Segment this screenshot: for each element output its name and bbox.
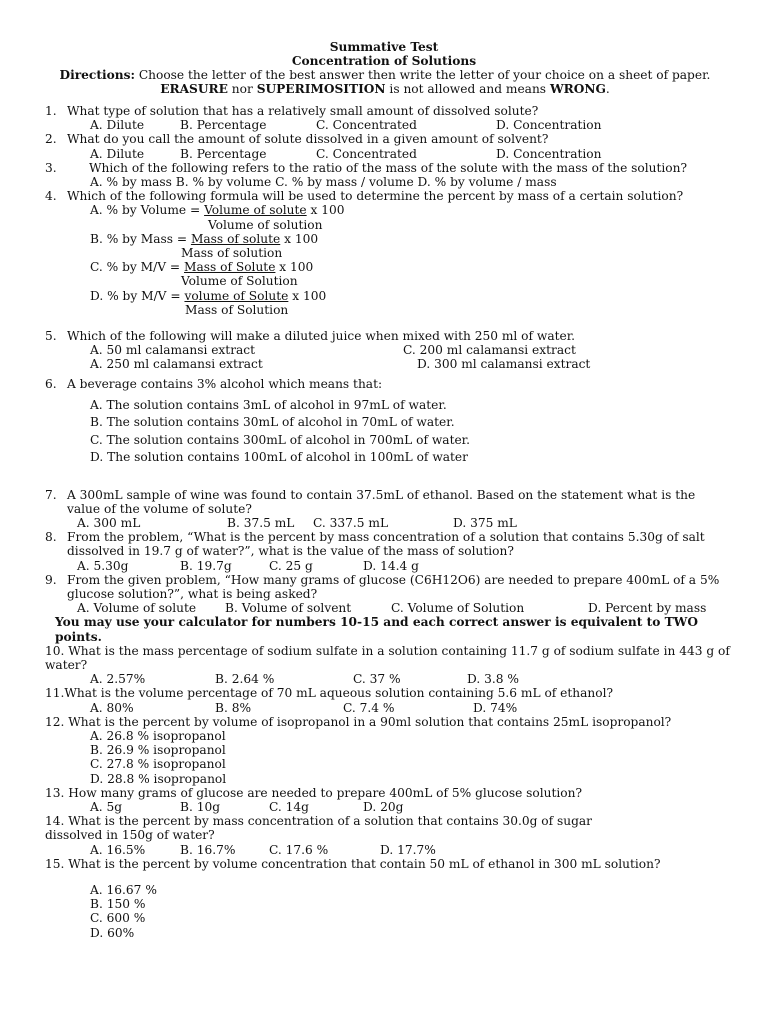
choice: B. 8%: [215, 700, 252, 715]
choice-row: [45, 516, 730, 530]
choice-list: [45, 729, 730, 786]
choice: B. 2.64 %: [215, 672, 275, 687]
choice: B. Percentage: [180, 118, 267, 133]
question-1: [45, 104, 730, 118]
question-8: [45, 530, 730, 558]
question-14: [45, 814, 605, 842]
choice-row: [45, 601, 730, 615]
superimposition-word: SUPERIMOSITION: [256, 82, 386, 97]
choice: B. The solution contains 30mL of alcohol in 70mL of water.: [90, 415, 455, 430]
calculator-note: You may use your calculator for numbers 10-15 and each correct answer is equivalent to TWO points.: [55, 615, 698, 644]
choice: A. Dilute: [90, 118, 145, 133]
choice-row: [45, 800, 730, 814]
question-text: From the given problem, “How many grams of glucose (C6H12O6) are needed to prepare 400mL of a 5% glucose solution?”, what is being asked?: [67, 572, 720, 602]
choice: C. 14g: [269, 800, 309, 815]
choice: A. 80%: [90, 700, 134, 715]
formula-a: [45, 203, 730, 217]
questions: [45, 104, 730, 940]
question-text: A beverage contains 3% alcohol which means that:: [67, 377, 383, 392]
choice: D. 375 mL: [453, 516, 517, 531]
choice-list: [45, 398, 730, 468]
choice: B. 10g: [180, 800, 221, 815]
choice-list: [45, 883, 730, 940]
formula-suffix: x 100: [275, 260, 314, 275]
choice: D. The solution contains 100mL of alcohol in 100mL of water: [90, 450, 468, 465]
choice: D. Percent by mass: [588, 601, 707, 616]
nor-word: nor: [227, 82, 257, 97]
choice: B. Percentage: [180, 146, 267, 161]
question-text: Which of the following will make a diluted juice when mixed with 250 ml of water.: [67, 328, 576, 343]
choice-row: [45, 843, 730, 857]
choice: C. 27.8 % isopropanol: [90, 757, 226, 772]
formula-prefix: C. % by M/V =: [90, 260, 185, 275]
formula-denominator: Mass of solution: [181, 245, 283, 260]
question-text: What do you call the amount of solute dissolved in a given amount of solvent?: [67, 132, 549, 147]
choice: A. 5.30g: [77, 558, 129, 573]
question-10: [45, 644, 730, 672]
directions-text-2: is not allowed and means: [385, 82, 550, 97]
question-number: 3.: [45, 160, 57, 175]
question-text: How many grams of glucose are needed to prepare 400mL of 5% glucose solution?: [64, 785, 583, 800]
question-text: A 300mL sample of wine was found to contain 37.5mL of ethanol. Based on the statement what is the value of the volume of solute?: [67, 487, 696, 516]
formula-prefix: D. % by M/V =: [90, 288, 185, 303]
question-number: 5.: [45, 328, 57, 343]
choice: B. Volume of solvent: [225, 601, 352, 616]
formula-d: [45, 289, 730, 303]
choice: B. 37.5 mL: [227, 516, 295, 531]
erasure-word: ERASURE: [160, 82, 228, 97]
directions: [45, 68, 725, 96]
choice: A. 300 mL: [77, 516, 141, 531]
formula-suffix: x 100: [280, 231, 319, 246]
question-number: 15.: [45, 856, 65, 871]
choice: C. Concentrated: [316, 146, 417, 161]
formula-denominator: Mass of Solution: [185, 302, 289, 317]
choice: A. 250 ml calamansi extract: [90, 357, 263, 372]
question-number: 12.: [45, 714, 65, 729]
choice: D. Concentration: [496, 146, 602, 161]
choice: C. 37 %: [353, 672, 401, 687]
choice-row: [45, 343, 730, 357]
choice: C. Volume of Solution: [391, 601, 525, 616]
directions-text-1: Choose the letter of the best answer then write the letter of your choice on a sheet of paper.: [134, 68, 711, 82]
question-2: [45, 132, 730, 146]
choice: D. 28.8 % isopropanol: [90, 771, 227, 786]
choice: C. 17.6 %: [269, 842, 329, 857]
choice: B. 150 %: [90, 897, 146, 912]
question-12: [45, 715, 730, 729]
choice: D. 74%: [473, 700, 518, 715]
choice: C. 25 g: [269, 558, 313, 573]
formula-suffix: x 100: [288, 288, 327, 303]
formula-numerator: volume of Solute: [184, 288, 289, 303]
choice: A. 5g: [90, 800, 123, 815]
choice-line: A. % by mass B. % by volume C. % by mass / volume D. % by volume / mass: [90, 174, 557, 189]
choice: B. 26.9 % isopropanol: [90, 743, 226, 758]
formula-c: [45, 260, 730, 274]
choice: A. Dilute: [90, 146, 145, 161]
choice-row: [45, 701, 730, 715]
choice: D. 17.7%: [380, 842, 436, 857]
question-number: 13.: [45, 785, 65, 800]
choice: C. The solution contains 300mL of alcohol in 700mL of water.: [90, 432, 471, 447]
choice-row: [45, 147, 730, 161]
question-number: 9.: [45, 572, 57, 587]
choice: A. 16.5%: [90, 842, 146, 857]
question-text: Which of the following refers to the ratio of the mass of the solute with the mass of the solution?: [89, 160, 688, 175]
question-15: [45, 857, 730, 871]
formula-denominator: Volume of solution: [208, 217, 323, 232]
choice: C. Concentrated: [316, 118, 417, 133]
question-7: [45, 488, 730, 516]
wrong-word: WRONG: [549, 82, 606, 97]
choice: A. 26.8 % isopropanol: [90, 729, 226, 744]
formula-b: [45, 232, 730, 246]
question-4: [45, 189, 730, 203]
question-text: What is the percent by volume of isopropanol in a 90ml solution that contains 25mL isopropanol?: [64, 714, 672, 729]
question-6: [45, 377, 730, 391]
page-subtitle: Concentration of Solutions: [291, 54, 477, 68]
page-title: Summative Test: [329, 40, 439, 54]
directions-label: Directions:: [59, 68, 135, 82]
question-text: What is the mass percentage of sodium sulfate in a solution containing 11.7 g of sodium sulfate in 443 g of water?: [45, 643, 730, 673]
formula-numerator: Mass of Solute: [184, 260, 276, 275]
choice: D. Concentration: [496, 118, 602, 133]
question-number: 11.: [45, 686, 65, 701]
question-11: [45, 686, 730, 700]
question-number: 7.: [45, 487, 57, 502]
choice-row: [45, 357, 730, 371]
question-number: 1.: [45, 104, 57, 118]
formula-suffix: x 100: [306, 203, 345, 218]
question-text: What is the percent by mass concentration of a solution that contains 30.0g of sugar dissolved in 150g of water?: [45, 814, 592, 843]
choice: D. 60%: [90, 925, 135, 940]
choice: D. 300 ml calamansi extract: [417, 357, 591, 372]
question-text: From the problem, “What is the percent by mass concentration of a solution that contains 5.30g of salt dissolved in 19.7 g of water?”, what is the value of the mass of solution?: [67, 530, 705, 559]
question-text: What is the volume percentage of 70 mL aqueous solution containing 5.6 mL of ethanol?: [64, 686, 614, 701]
choice: A. The solution contains 3mL of alcohol in 97mL of water.: [90, 397, 447, 412]
choice: A. 2.57%: [90, 672, 146, 687]
choice: C. 200 ml calamansi extract: [403, 343, 576, 358]
question-number: 10.: [45, 643, 65, 658]
question-text: What type of solution that has a relatively small amount of dissolved solute?: [67, 104, 539, 118]
formula-denominator: Volume of Solution: [181, 274, 298, 289]
formula-prefix: B. % by Mass =: [90, 231, 191, 246]
choice: B. 16.7%: [180, 842, 236, 857]
question-number: 14.: [45, 814, 65, 829]
question-number: 2.: [45, 132, 57, 147]
question-3: [45, 161, 730, 175]
choice: B. 19.7g: [180, 558, 232, 573]
question-13: [45, 786, 730, 800]
question-text: What is the percent by volume concentration that contain 50 mL of ethanol in 300 mL solution?: [64, 856, 661, 871]
question-number: 8.: [45, 530, 57, 545]
choice: A. Volume of solute: [77, 601, 197, 616]
formula-numerator: Volume of solute: [204, 203, 307, 218]
formula-prefix: A. % by Volume =: [90, 203, 205, 218]
choice: C. 600 %: [90, 911, 146, 926]
question-9: [45, 573, 730, 601]
choice: A. 16.67 %: [90, 883, 157, 898]
question-number: 4.: [45, 189, 57, 204]
question-text: Which of the following formula will be used to determine the percent by mass of a certain solution?: [67, 189, 684, 204]
formula-numerator: Mass of solute: [190, 231, 281, 246]
directions-period: .: [605, 82, 610, 97]
choice: A. 50 ml calamansi extract: [90, 343, 256, 358]
choice: C. 337.5 mL: [313, 516, 389, 531]
choice: D. 20g: [363, 800, 404, 815]
question-number: 6.: [45, 377, 57, 392]
choice-row: [45, 559, 730, 573]
choice: C. 7.4 %: [343, 700, 395, 715]
question-5: [45, 329, 730, 343]
choice: D. 3.8 %: [467, 672, 519, 687]
choice-row: [45, 672, 730, 686]
choice: D. 14.4 g: [363, 558, 419, 573]
choice-row: [45, 118, 730, 132]
